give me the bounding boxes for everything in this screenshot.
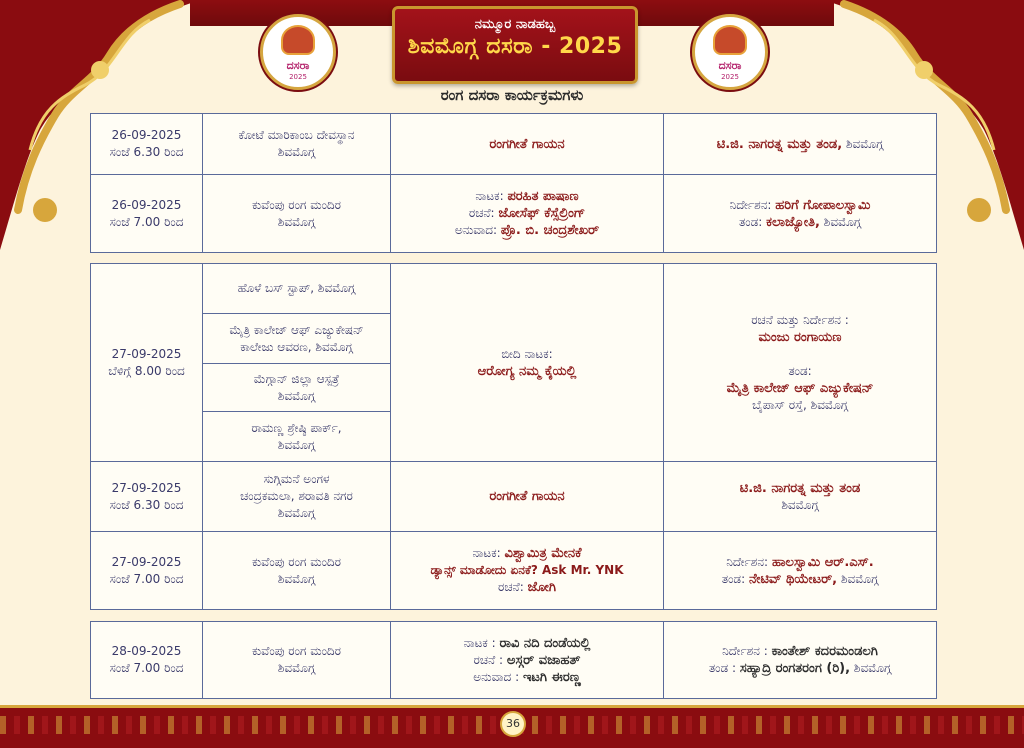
time: ಬೆಳಿಗ್ಗೆ 8.00 ರಿಂದ xyxy=(108,363,185,378)
logo-text: ದಸರಾ xyxy=(286,59,310,72)
program-cell xyxy=(391,175,664,253)
writer-label: ರಚನೆ: xyxy=(468,206,495,220)
troupe-cell xyxy=(664,622,937,699)
team: ಮೈತ್ರಿ ಕಾಲೇಜ್ ಆಫ್ ಎಜ್ಯುಕೇಷನ್ xyxy=(726,380,874,396)
team-place: ಶಿವಮೊಗ್ಗ xyxy=(853,661,892,675)
program-cell xyxy=(391,114,664,175)
director-label: ರಚನೆ ಮತ್ತು ನಿರ್ದೇಶನ : xyxy=(751,312,849,327)
venue-cell xyxy=(203,314,391,364)
venue-line: ರಾಮಣ್ಣ ಶ್ರೇಷ್ಠಿ ಪಾರ್ಕ್, xyxy=(251,420,342,435)
date-cell xyxy=(91,532,203,610)
time: ಸಂಜೆ 6.30 ರಿಂದ xyxy=(109,497,184,512)
venue-line: ಶಿವಮೊಗ್ಗ xyxy=(277,388,316,403)
troupe-name: ಟಿ.ಜಿ. ನಾಗರತ್ನ ಮತ್ತು ತಂಡ xyxy=(739,480,861,496)
play-label: ನಾಟಕ : xyxy=(463,635,496,650)
play-label: ನಾಟಕ: xyxy=(475,189,504,203)
date: 28-09-2025 xyxy=(111,644,182,658)
time: ಸಂಜೆ 7.00 ರಿಂದ xyxy=(109,661,184,675)
venue-line: ಶಿವಮೊಗ್ಗ xyxy=(277,661,316,675)
director: ಹಾಲಸ್ವಾಮಿ ಆರ್.ಎಸ್. xyxy=(771,554,874,570)
translator: ಪ್ರೊ. ಬಿ. ಚಂದ್ರಶೇಖರ್ xyxy=(500,223,600,238)
banner-subtitle: ನಮ್ಮೂರ ನಾಡಹಬ್ಬ xyxy=(474,17,556,32)
venue-cell xyxy=(203,364,391,412)
team-place: ಶಿವಮೊಗ್ಗ xyxy=(823,214,862,229)
venue-line: ಶಿವಮೊಗ್ಗ xyxy=(277,571,316,586)
translator-label: ಅನುವಾದ: xyxy=(454,223,497,237)
venue-line: ಕುವೆಂಪು ರಂಗ ಮಂದಿರ xyxy=(251,554,342,569)
play-label: ನಾಟಕ: xyxy=(472,546,501,560)
venue-line: ಹೊಳೆ ಬಸ್ ಸ್ಟಾಪ್, ಶಿವಮೊಗ್ಗ xyxy=(237,281,356,295)
page-subheading: ರಂಗ ದಸರಾ ಕಾರ್ಯಕ್ರಮಗಳು xyxy=(440,86,584,104)
schedule-table-1 xyxy=(90,113,937,253)
team-label: ತಂಡ : xyxy=(708,661,736,675)
venue-cell xyxy=(203,462,391,532)
writer: ಅಸ್ಗರ್ ವಜಾಹತ್ xyxy=(506,652,581,668)
director: ಹರಿಗೆ ಗೋಪಾಲಸ್ವಾಮಿ xyxy=(775,197,871,213)
table-row xyxy=(91,622,937,699)
program-name: ರಂಗಗೀತೆ ಗಾಯನ xyxy=(489,136,565,152)
team-label: ತಂಡ: xyxy=(788,363,812,378)
venue-line: ಶಿವಮೊಗ್ಗ xyxy=(277,506,316,520)
writer: ಜೋಸೆಫ್ ಕೆಸ್ಸೆಲ್ರಿಂಗ್ xyxy=(498,206,586,221)
venue-line: ಚಂದ್ರಕಮಲಾ, ಶರಾವತಿ ನಗರ xyxy=(240,489,353,503)
banner-title: ಶಿವಮೊಗ್ಗ ದಸರಾ - 2025 xyxy=(407,34,623,59)
logo-year: 2025 xyxy=(289,73,307,81)
director: ಕಾಂತೇಶ್ ಕದರಮಂಡಲಗಿ xyxy=(771,644,878,659)
venue-cell xyxy=(203,622,391,699)
venue-line: ಶಿವಮೊಗ್ಗ xyxy=(277,437,316,452)
troupe-name: ಟಿ.ಜಿ. ನಾಗರತ್ನ ಮತ್ತು ತಂಡ, xyxy=(716,136,843,152)
play-title: ಆರೋಗ್ಯ ನಮ್ಮ ಕೈಯಲ್ಲಿ xyxy=(477,363,577,379)
program-cell xyxy=(391,532,664,610)
team: ನೇಟಿವ್ ಥಿಯೇಟರ್, xyxy=(748,571,838,587)
venue-line: ಕುವೆಂಪು ರಂಗ ಮಂದಿರ xyxy=(251,644,342,658)
dasara-logo-left xyxy=(260,14,336,90)
translator: ಇಟಗಿ ಈರಣ್ಣ xyxy=(522,669,581,685)
table-row xyxy=(91,532,937,610)
play-title: ವಿಶ್ವಾಮಿತ್ರ ಮೇನಕೆ xyxy=(504,546,582,561)
team-place: ಶಿವಮೊಗ್ಗ xyxy=(840,571,879,586)
troupe-cell xyxy=(664,532,937,610)
logo-year: 2025 xyxy=(721,73,739,81)
translator-label: ಅನುವಾದ : xyxy=(473,669,520,684)
venue-cell xyxy=(203,412,391,462)
time: ಸಂಜೆ 7.00 ರಿಂದ xyxy=(109,571,184,586)
director-label: ನಿರ್ದೇಶನ: xyxy=(726,554,769,569)
team-label: ತಂಡ: xyxy=(721,571,746,586)
date: 26-09-2025 xyxy=(111,197,182,212)
logo-text: ದಸರಾ xyxy=(718,59,742,72)
time: ಸಂಜೆ 7.00 ರಿಂದ xyxy=(109,214,184,229)
date: 27-09-2025 xyxy=(111,554,182,569)
troupe-place: ಶಿವಮೊಗ್ಗ xyxy=(781,497,819,512)
date-cell xyxy=(91,462,203,532)
venue-line: ಸುಗ್ಗಿಮನೆ ಅಂಗಳ xyxy=(263,472,330,486)
venue-line: ಮೆಗ್ಗಾನ್ ಜಿಲ್ಲಾ ಆಸ್ಪತ್ರೆ xyxy=(253,371,340,386)
venue-line: ಕುವೆಂಪು ರಂಗ ಮಂದಿರ xyxy=(251,197,342,212)
director-label: ನಿರ್ದೇಶನ: xyxy=(729,197,772,212)
troupe-cell xyxy=(664,114,937,175)
date-cell xyxy=(91,114,203,175)
date-cell xyxy=(91,175,203,253)
venue-cell xyxy=(203,114,391,175)
team: ಸಹ್ಯಾದ್ರಿ ರಂಗತರಂಗ (ರಿ), xyxy=(739,661,851,676)
writer: ಜೋಗಿ xyxy=(527,580,556,595)
director-label: ನಿರ್ದೇಶನ : xyxy=(722,644,768,658)
play-title: ರಾವಿ ನದಿ ದಂಡೆಯಲ್ಲಿ xyxy=(499,635,591,651)
time: ಸಂಜೆ 6.30 ರಿಂದ xyxy=(109,145,184,159)
date: 27-09-2025 xyxy=(111,480,182,495)
date-cell xyxy=(91,622,203,699)
venue-line: ಕಾಲೇಜು ಆವರಣ, ಶಿವಮೊಗ್ಗ xyxy=(240,339,353,354)
team-label: ತಂಡ: xyxy=(738,214,763,229)
date-cell xyxy=(91,264,203,462)
mysore-palace-icon xyxy=(281,25,315,55)
mysore-palace-icon xyxy=(713,25,747,55)
title-banner xyxy=(392,6,638,84)
venue-cell xyxy=(203,175,391,253)
director: ಮಂಜು ರಂಗಾಯಣ xyxy=(758,329,842,345)
writer-label: ರಚನೆ: xyxy=(498,580,524,594)
dasara-logo-right xyxy=(692,14,768,90)
program-cell xyxy=(391,622,664,699)
venue-cell xyxy=(203,532,391,610)
table-row xyxy=(91,114,937,175)
play-title-line2: ಡ್ಯಾನ್ಸ್ ಮಾಡೋದು ಏನಕೆ? Ask Mr. YNK xyxy=(430,563,624,577)
venue-cell xyxy=(203,264,391,314)
date: 27-09-2025 xyxy=(111,346,182,361)
table-row xyxy=(91,264,937,314)
table-row xyxy=(91,462,937,532)
program-cell xyxy=(391,462,664,532)
schedule-table-3 xyxy=(90,621,937,699)
date: 26-09-2025 xyxy=(111,128,182,142)
venue-line: ಮೈತ್ರಿ ಕಾಲೇಜ್ ಆಫ್ ಎಜ್ಯುಕೇಷನ್ xyxy=(229,322,364,337)
troupe-cell xyxy=(664,175,937,253)
page-number: 36 xyxy=(500,711,526,737)
program-name: ರಂಗಗೀತೆ ಗಾಯನ xyxy=(489,489,565,504)
troupe-cell xyxy=(664,462,937,532)
troupe-place: ಶಿವಮೊಗ್ಗ xyxy=(845,136,884,151)
venue-line: ಶಿವಮೊಗ್ಗ xyxy=(277,214,316,229)
play-title: ಪರಹಿತ ಪಾಷಾಣ xyxy=(507,189,579,204)
table-row xyxy=(91,175,937,253)
team-place: ಬೈಪಾಸ್ ರಸ್ತೆ, ಶಿವಮೊಗ್ಗ xyxy=(752,397,848,412)
writer-label: ರಚನೆ : xyxy=(473,652,504,667)
troupe-cell xyxy=(664,264,937,462)
schedule-table-2 xyxy=(90,263,937,610)
program-cell xyxy=(391,264,664,462)
play-label: ಬೀದಿ ನಾಟಕ: xyxy=(501,346,553,361)
venue-line: ಶಿವಮೊಗ್ಗ xyxy=(277,145,316,159)
venue-line: ಕೋಟೆ ಮಾರಿಕಾಂಬ ದೇವಸ್ಥಾನ xyxy=(238,128,355,142)
team: ಕಲಾಜ್ಯೋತಿ, xyxy=(766,214,820,230)
